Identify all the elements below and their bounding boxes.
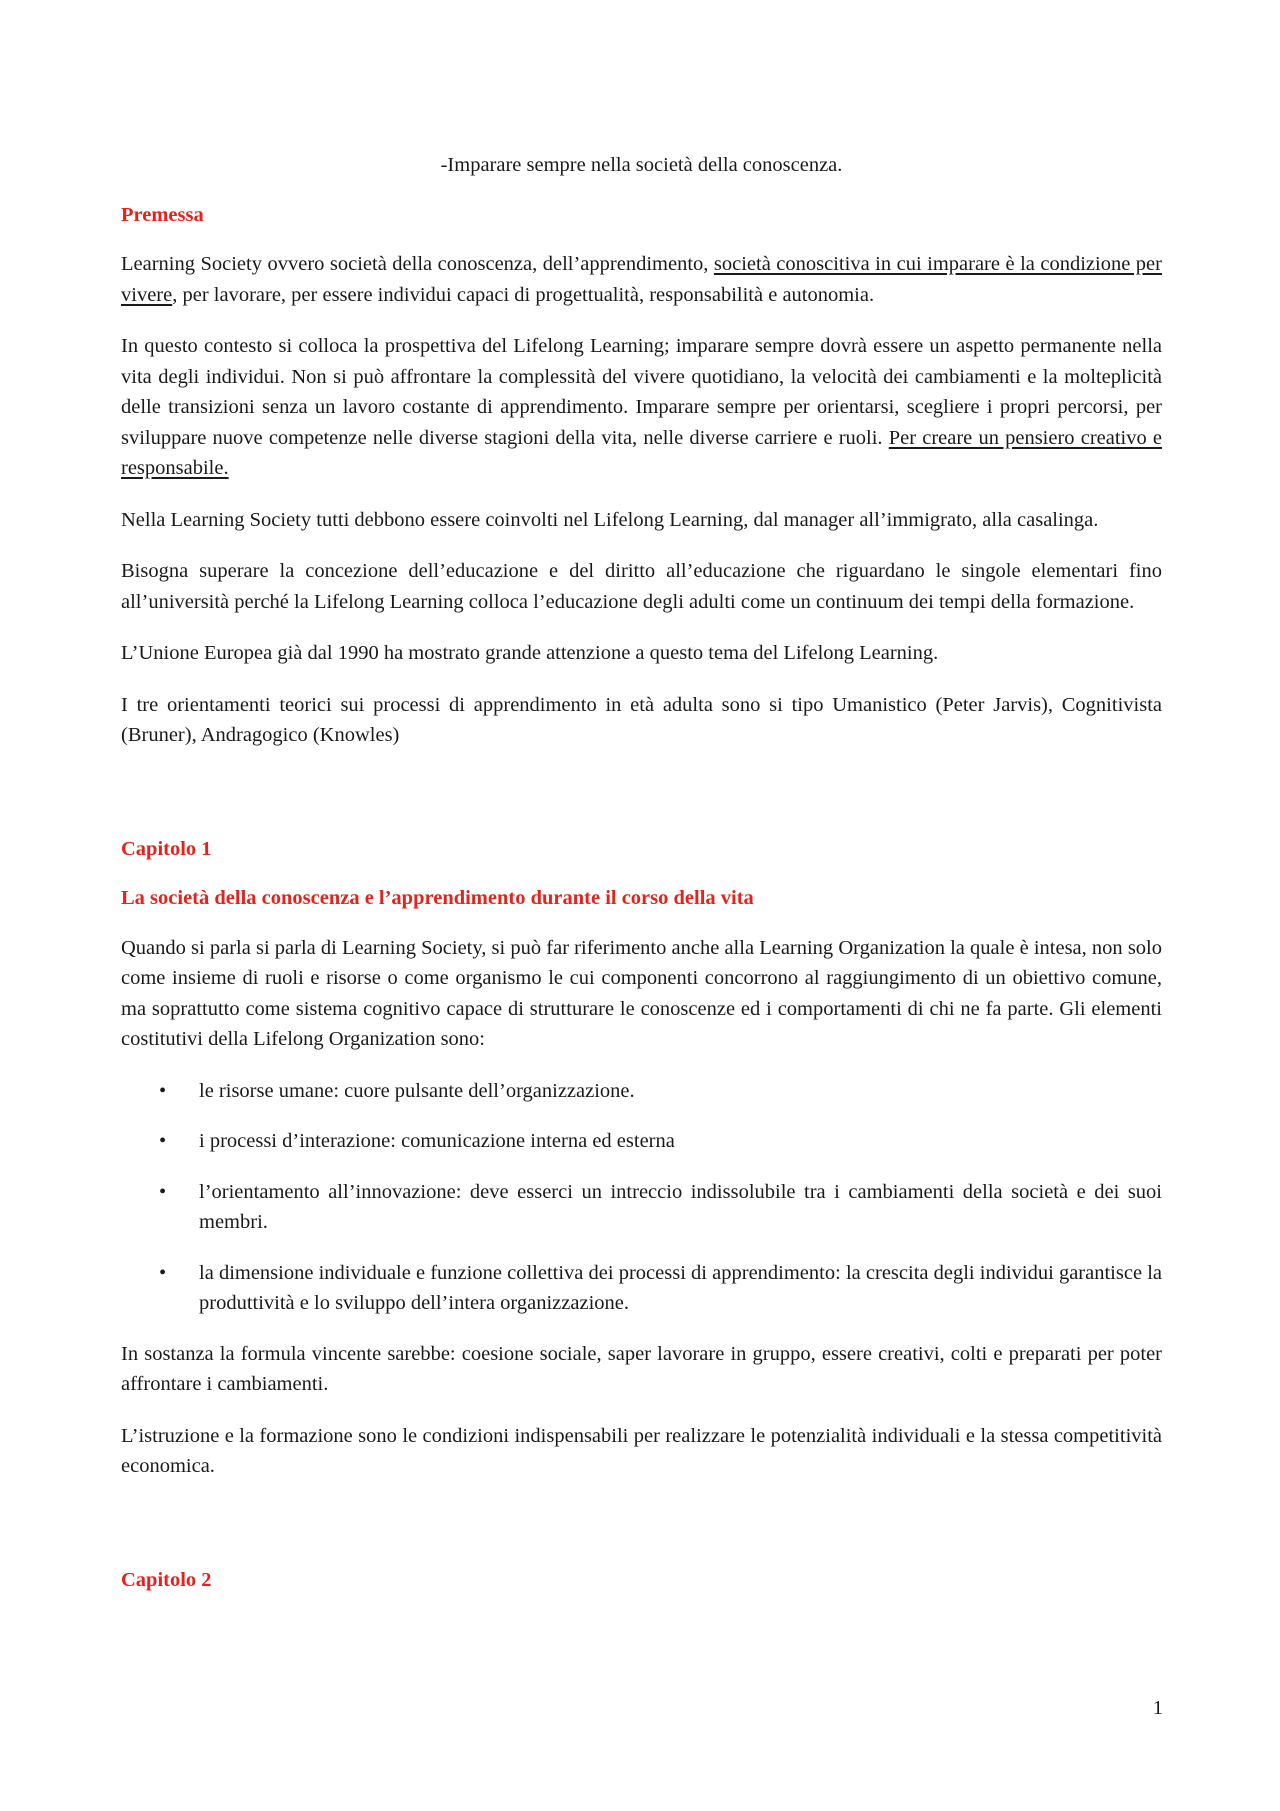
spacer — [121, 772, 1162, 834]
bullet-icon: • — [159, 1261, 167, 1284]
list-item-text: i processi d’interazione: comunicazione interna ed esterna — [199, 1130, 675, 1152]
paragraph: I tre orientamenti teorici sui processi di apprendimento in età adulta sono si tipo Umanistico (Peter Jarvis), Cognitivista (Bruner), Andragogico (Knowles) — [121, 693, 1162, 746]
paragraph — [121, 249, 1162, 310]
list-item — [121, 1126, 1162, 1157]
paragraph: L’istruzione e la formazione sono le condizioni indispensabili per realizzare le potenzialità individuali e la stessa competitività economica. — [121, 1424, 1162, 1477]
spacer — [121, 1503, 1162, 1565]
chapter-subheading: La società della conoscenza e l’apprendimento durante il corso della vita — [121, 887, 754, 909]
chapter-heading-2: Capitolo 2 — [121, 1568, 212, 1591]
paragraph-text: In questo contesto si colloca la prospettiva del Lifelong Learning; imparare sempre dovrà essere un aspetto permanente nella vita degli individui. Non si può affrontare la complessità del vivere quotidiano, la velocità dei cambiamenti e la molteplicità delle transizioni senza un lavoro costante di apprendimento. Imparare sempre per orientarsi, scegliere i propri percorsi, per sviluppare nuove competenze nelle diverse stagioni della vita, nelle diverse carriere e ruoli. — [121, 335, 1162, 449]
bullet-list — [121, 1076, 1162, 1319]
paragraph: Bisogna superare la concezione dell’educazione e del diritto all’educazione che riguardano le singole elementari fino all’università perché la Lifelong Learning colloca l’educazione degli adulti come un continuum dei tempi della formazione. — [121, 560, 1162, 613]
paragraph: In sostanza la formula vincente sarebbe: coesione sociale, saper lavorare in gruppo, essere creativi, colti e preparati per poter affrontare i cambiamenti. — [121, 1342, 1162, 1395]
paragraph — [121, 331, 1162, 484]
bullet-icon: • — [159, 1130, 167, 1152]
bullet-icon: • — [159, 1180, 167, 1203]
paragraph: Quando si parla si parla di Learning Society, si può far riferimento anche alla Learning Organization la quale è intesa, non solo come insieme di ruoli e risorse o come organismo le cui componenti concorrono al raggiungimento di un obiettivo comune, ma soprattutto come sistema cognitivo capace di strutturare le conoscenze ed i comportamenti di chi ne fa parte. Gli elementi costitutivi della Lifelong Organization sono: — [121, 936, 1162, 1050]
list-item — [121, 1076, 1162, 1107]
underlined-text: Per creare un pensiero creativo e responsabile. — [121, 426, 1162, 479]
bullet-icon: • — [159, 1079, 167, 1102]
list-item-text: l’orientamento all’innovazione: deve esserci un intreccio indissolubile tra i cambiamenti della società e dei suoi membri. — [199, 1180, 1162, 1233]
section-heading-premessa: Premessa — [121, 203, 204, 226]
list-item-text: le risorse umane: cuore pulsante dell’organizzazione. — [199, 1079, 635, 1102]
chapter-heading-1: Capitolo 1 — [121, 837, 212, 860]
page-body — [121, 150, 1162, 1614]
underlined-text: società conoscitiva in cui imparare è la condizione per vivere — [121, 253, 1162, 306]
paragraph: Nella Learning Society tutti debbono essere coinvolti nel Lifelong Learning, dal manager all’immigrato, alla casalinga. — [121, 508, 1099, 531]
list-item — [121, 1177, 1162, 1238]
paragraph-text: Learning Society ovvero società della conoscenza, dell’apprendimento, — [121, 253, 714, 275]
paragraph: L’Unione Europea già dal 1990 ha mostrato grande attenzione a questo tema del Lifelong Learning. — [121, 642, 939, 664]
document-title: -Imparare sempre nella società della conoscenza. — [440, 154, 843, 176]
paragraph-text: , per lavorare, per essere individui capaci di progettualità, responsabilità e autonomia. — [172, 283, 875, 306]
page-number: 1 — [1152, 1697, 1163, 1719]
list-item — [121, 1258, 1162, 1319]
list-item-text: la dimensione individuale e funzione collettiva dei processi di apprendimento: la crescita degli individui garantisce la produttività e lo sviluppo dell’intera organizzazione. — [199, 1261, 1162, 1314]
